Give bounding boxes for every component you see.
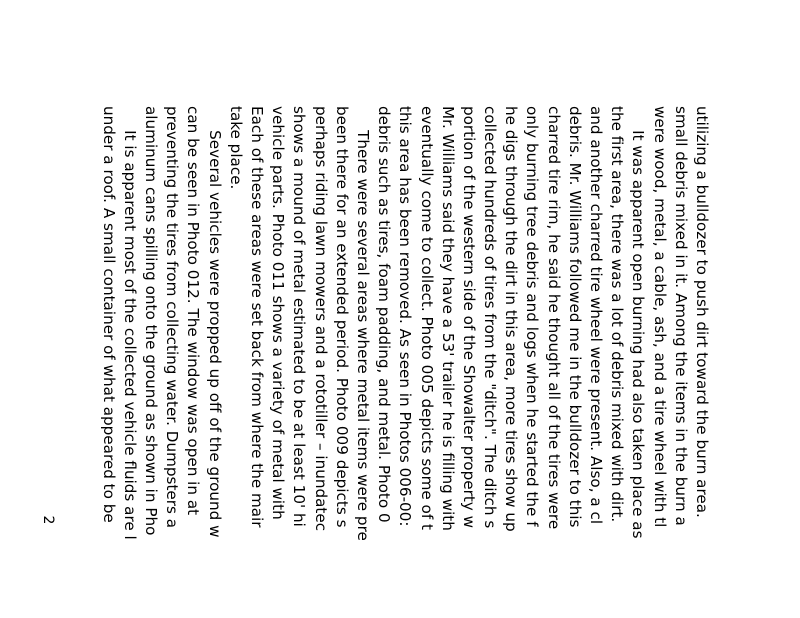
text-line: debris. Mr. Williams followed me in the bulldozer to this — [565, 106, 584, 528]
text-line: There were several areas where metal items were pre — [354, 106, 372, 541]
text-line: It was apparent open burning had also taken place as — [629, 106, 648, 539]
text-line: It is apparent most of the collected vehicle fluids are l — [120, 106, 139, 540]
text-line: preventing the tires from collecting water. Dumpsters a — [163, 106, 182, 529]
text-line: debris such as tires, foam padding, and metal. Photo 0 — [375, 106, 394, 523]
text-line: eventually come to collect. Photo 005 depicts some of t — [417, 106, 436, 530]
text-line: shows a mound of metal estimated to be at least 10' hi — [290, 106, 309, 527]
text-line: been there for an extended period. Photo 009 depicts s — [332, 106, 351, 528]
text-line: and another charred tire wheel were present. Also, a cl — [587, 106, 606, 525]
text-line: portion of the western side of the Showalter property w — [459, 106, 478, 529]
text-line: charred tire rim, he said he thought all of the tires were — [544, 106, 563, 530]
text-line: this area has been removed. As seen in Photos 006-00: — [396, 106, 415, 527]
text-line: aluminum cans spilling onto the ground as shown in Pho — [142, 106, 161, 536]
text-line: under a roof. A small container of what appeared to be — [99, 106, 118, 523]
text-line: the first area, there was a lot of debris mixed with dirt. — [608, 106, 627, 523]
text-line: Each of these areas were set back from where the mair — [248, 106, 267, 528]
page-number: 2 — [40, 515, 56, 525]
text-line: take place. — [226, 106, 245, 190]
text-line: were wood, metal, a cable, ash, and a tire wheel with tl — [650, 106, 669, 528]
text-line: Several vehicles were propped up off of the ground w — [205, 106, 224, 538]
text-line: he digs through the dirt in this area, more tires show up — [502, 106, 521, 532]
text-line: utilizing a bulldozer to push dirt toward the burn area. — [693, 106, 711, 518]
text-line: collected hundreds of tires from the "ditch". The ditch s — [481, 106, 500, 529]
text-line: Mr. Williams said they have a 53' trailer he is filling with — [438, 106, 457, 531]
text-line: only burning tree debris and logs when he started the f — [523, 106, 542, 527]
text-line: vehicle parts. Photo 011 shows a variety of metal with — [269, 106, 288, 520]
text-line: can be seen in Photo 012. The window was open in at — [184, 106, 203, 516]
rotated-text-body — [92, 106, 712, 618]
text-line: perhaps riding lawn mowers and a rototiller – inundatec — [311, 106, 330, 532]
text-line: small debris mixed in it. Among the items in the burn a — [671, 106, 690, 526]
